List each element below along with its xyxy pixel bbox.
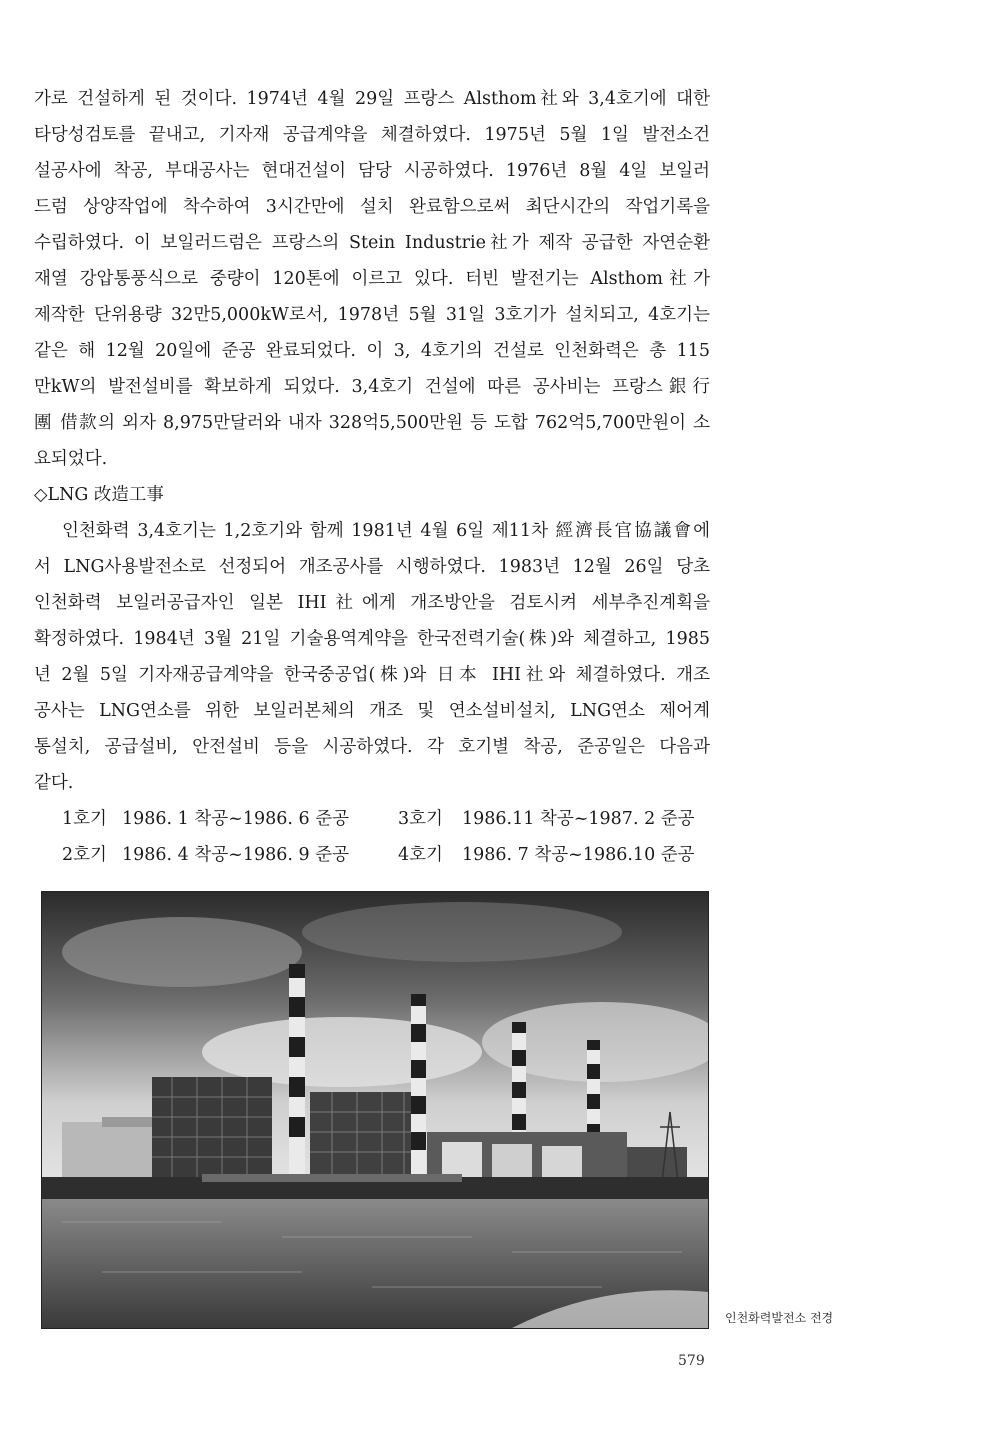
schedule-unit: 3호기 [398,809,443,829]
photo-caption: 인천화력발전소 전경 [725,1311,834,1325]
text-line: 통설치, 공급설비, 안전설비 등을 시공하였다. 각 호기별 착공, 준공일은 다음과 [34,737,710,757]
text-line: 서 LNG사용발전소로 선정되어 개조공사를 시행하였다. 1983년 12월 26일 당초 [34,557,710,577]
text-line: 요되었다. [34,449,108,469]
power-plant-photo [41,891,709,1329]
schedule-period: 1986. 4 착공~1986. 9 준공 [122,845,349,865]
text-line: 제작한 단위용량 32만5,000kW로서, 1978년 5월 31일 3호기가 설치되고, 4호기는 [34,305,710,325]
text-line: 가로 건설하게 된 것이다. 1974년 4월 29일 프랑스 Alsthom社와 3,4호기에 대한 [34,89,710,109]
text-line: 만kW의 발전설비를 확보하게 되었다. 3,4호기 건설에 따른 공사비는 프랑스銀行 [34,377,710,397]
text-line: 인천화력 보일러공급자인 일본 IHI社에게 개조방안을 검토시켜 세부추진계획을 [34,593,710,613]
page-number: 579 [678,1353,705,1369]
text-line: 드럼 상양작업에 착수하여 3시간만에 설치 완료함으로써 최단시간의 작업기록을 [34,197,710,217]
text-line: 수립하였다. 이 보일러드럼은 프랑스의 Stein Industrie社가 제작 공급한 자연순환 [34,233,710,253]
schedule-unit: 2호기 [62,845,107,865]
schedule-period: 1986. 1 착공~1986. 6 준공 [122,809,349,829]
schedule-period: 1986. 7 착공~1986.10 준공 [462,845,695,865]
schedule-period: 1986.11 착공~1987. 2 준공 [462,809,695,829]
text-line: 같다. [34,773,74,793]
schedule-unit: 1호기 [62,809,107,829]
text-line: 확정하였다. 1984년 3월 21일 기술용역계약을 한국전력기술(株)와 체결하고, 1985 [34,629,710,649]
text-line: 재열 강압통풍식으로 중량이 120톤에 이르고 있다. 터빈 발전기는 Alsthom社가 [34,269,710,289]
schedule-unit: 4호기 [398,845,443,865]
text-line: 년 2월 5일 기자재공급계약을 한국중공업(株)와 日本 IHI社와 체결하였다. 개조 [34,665,710,685]
text-line: 공사는 LNG연소를 위한 보일러본체의 개조 및 연소설비설치, LNG연소 제어계 [34,701,710,721]
section-heading: ◇LNG 改造工事 [34,485,164,505]
text-line: 인천화력 3,4호기는 1,2호기와 함께 1981년 4월 6일 제11차 經濟長官協議會에 [62,521,710,541]
text-line: 타당성검토를 끝내고, 기자재 공급계약을 체결하였다. 1975년 5월 1일 발전소건 [34,125,710,145]
text-line: 설공사에 착공, 부대공사는 현대건설이 담당 시공하였다. 1976년 8월 4일 보일러 [34,161,710,181]
text-line: 같은 해 12월 20일에 준공 완료되었다. 이 3, 4호기의 건설로 인천화력은 총 115 [34,341,710,361]
text-line: 團 借款의 외자 8,975만달러와 내자 328억5,500만원 등 도합 762억5,700만원이 소 [34,413,710,433]
